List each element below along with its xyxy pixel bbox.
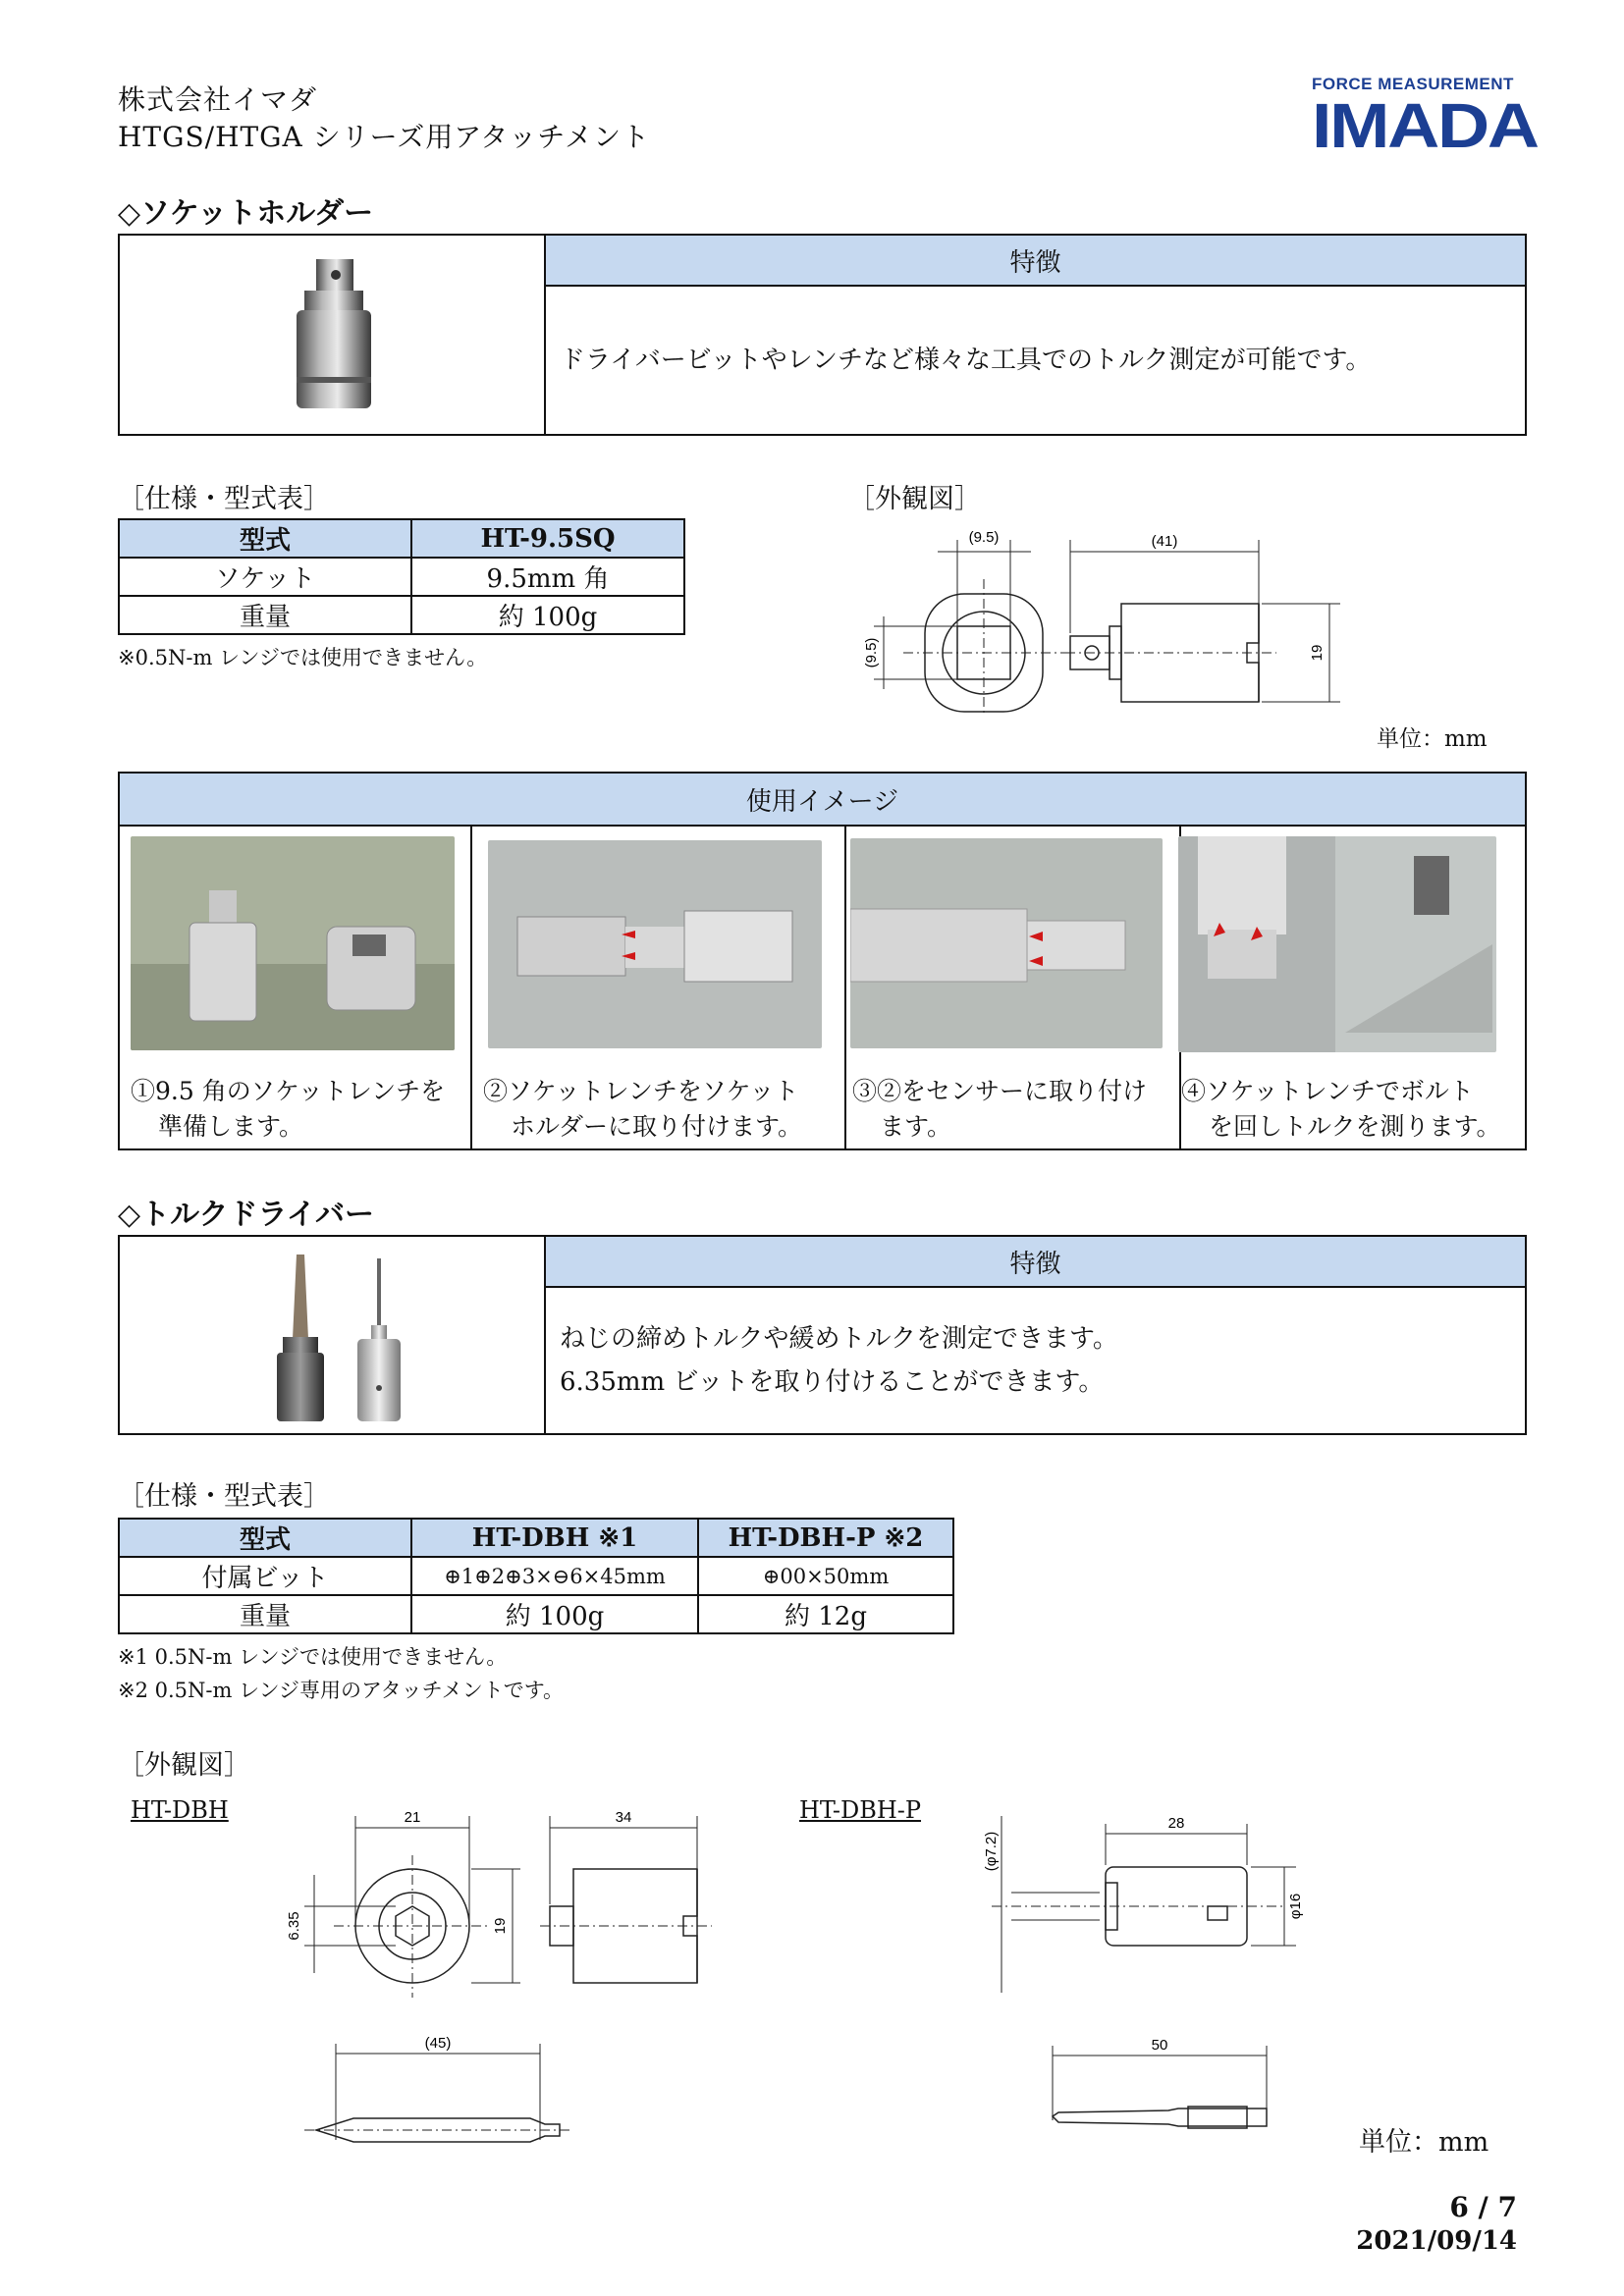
usage-caption-3: ③②をセンサーに取り付け ます。	[852, 1077, 1148, 1141]
torque-spec-table	[118, 1518, 954, 1634]
torque-note-1: ※1 0.5N-m レンジでは使用できません。	[118, 1645, 508, 1669]
socket-drawing-title: ［外観図］	[848, 484, 981, 514]
socket-holder-photo-cell	[119, 235, 545, 435]
drawing-label-dbhp: HT-DBH-P	[799, 1796, 922, 1824]
table-cell: 約 12g	[698, 1595, 953, 1633]
usage-header: 使用イメージ	[119, 773, 1526, 826]
socket-holder-feature-text: ドライバービットやレンチなど様々な工具でのトルク測定が可能です。	[545, 286, 1526, 435]
logo-wordmark: IMADA	[1312, 90, 1538, 161]
usage-caption-2: ②ソケットレンチをソケット ホルダーに取り付けます。	[483, 1077, 803, 1141]
usage-photo-3	[850, 838, 1163, 1048]
torque-driver-title: ◇トルクドライバー	[118, 1198, 374, 1232]
dim-label: φ16	[1287, 1893, 1304, 1920]
logo-tagline: FORCE MEASUREMENT	[1312, 75, 1514, 93]
dim-label: 6.35	[286, 1911, 302, 1941]
table-cell: ⊕1⊕2⊕3×⊖6×45mm	[411, 1557, 698, 1595]
dim-label: 34	[615, 1809, 632, 1826]
table-cell: HT-9.5SQ	[411, 519, 684, 558]
usage-caption-1: ①9.5 角のソケットレンチを 準備します。	[131, 1077, 446, 1141]
table-cell: 型式	[119, 519, 411, 558]
socket-spec-title: ［仕様・型式表］	[118, 484, 330, 514]
table-row	[119, 519, 684, 558]
dim-label: (φ7.2)	[983, 1831, 1000, 1872]
table-cell: 重量	[119, 1595, 411, 1633]
table-cell: 約 100g	[411, 1595, 698, 1633]
table-row	[119, 1595, 953, 1633]
dbhp-drawing	[972, 1796, 1365, 2150]
torque-driver-image	[255, 1251, 422, 1427]
torque-driver-photo-cell	[119, 1236, 545, 1434]
table-cell: 型式	[119, 1519, 411, 1557]
page-number: 6 / 7	[1449, 2191, 1517, 2223]
dim-label: 50	[1151, 2037, 1168, 2054]
torque-drawing-title: ［外観図］	[118, 1750, 250, 1781]
imada-logo	[1312, 75, 1538, 161]
usage-photo-1	[131, 836, 455, 1050]
socket-holder-title: ◇ソケットホルダー	[118, 196, 374, 231]
dim-label: 19	[492, 1917, 509, 1935]
table-row	[119, 596, 684, 634]
usage-caption-4: ④ソケットレンチでボルト を回しトルクを測ります。	[1181, 1077, 1501, 1141]
dim-label: (9.5)	[968, 529, 1000, 546]
torque-note-2: ※2 0.5N-m レンジ専用のアタッチメントです。	[118, 1679, 565, 1702]
torque-spec-title: ［仕様・型式表］	[118, 1481, 330, 1512]
dbh-drawing	[275, 1796, 746, 2160]
socket-holder-feature-box	[118, 234, 1527, 436]
table-row	[119, 1557, 953, 1595]
dim-label: 21	[404, 1809, 421, 1826]
dim-label: 19	[1309, 644, 1326, 662]
dim-label: (45)	[424, 2035, 452, 2052]
company-name: 株式会社イマダ	[118, 83, 318, 116]
torque-driver-feature-text: ねじの締めトルクや緩めトルクを測定できます。 6.35mm ビットを取り付けることができます。	[545, 1287, 1526, 1434]
table-cell: 9.5mm 角	[411, 558, 684, 596]
socket-holder-image	[285, 251, 383, 418]
socket-spec-table	[118, 518, 685, 635]
table-cell: HT-DBH-P ※2	[698, 1519, 953, 1557]
dim-label: (9.5)	[863, 637, 880, 668]
table-row	[119, 558, 684, 596]
socket-spec-note: ※0.5N-m レンジでは使用できません。	[118, 646, 488, 669]
table-cell: 重量	[119, 596, 411, 634]
document-date: 2021/09/14	[1356, 2226, 1517, 2256]
usage-photo-4	[1178, 836, 1496, 1052]
torque-driver-feature-box	[118, 1235, 1527, 1435]
torque-unit-label: 単位：mm	[1359, 2127, 1489, 2158]
socket-holder-drawing	[844, 520, 1375, 717]
table-cell: ⊕00×50mm	[698, 1557, 953, 1595]
usage-photo-2	[488, 840, 822, 1048]
table-cell: 約 100g	[411, 596, 684, 634]
socket-unit-label: 単位：mm	[1377, 726, 1488, 752]
dim-label: 28	[1167, 1815, 1185, 1832]
dim-label: (41)	[1151, 533, 1178, 550]
table-cell: 付属ビット	[119, 1557, 411, 1595]
document-subtitle: HTGS/HTGA シリーズ用アタッチメント	[118, 121, 651, 153]
table-row	[119, 1519, 953, 1557]
table-cell: HT-DBH ※1	[411, 1519, 698, 1557]
torque-driver-feature-header: 特徴	[545, 1236, 1526, 1287]
table-cell: ソケット	[119, 558, 411, 596]
drawing-label-dbh: HT-DBH	[131, 1796, 229, 1824]
socket-holder-feature-header: 特徴	[545, 235, 1526, 286]
